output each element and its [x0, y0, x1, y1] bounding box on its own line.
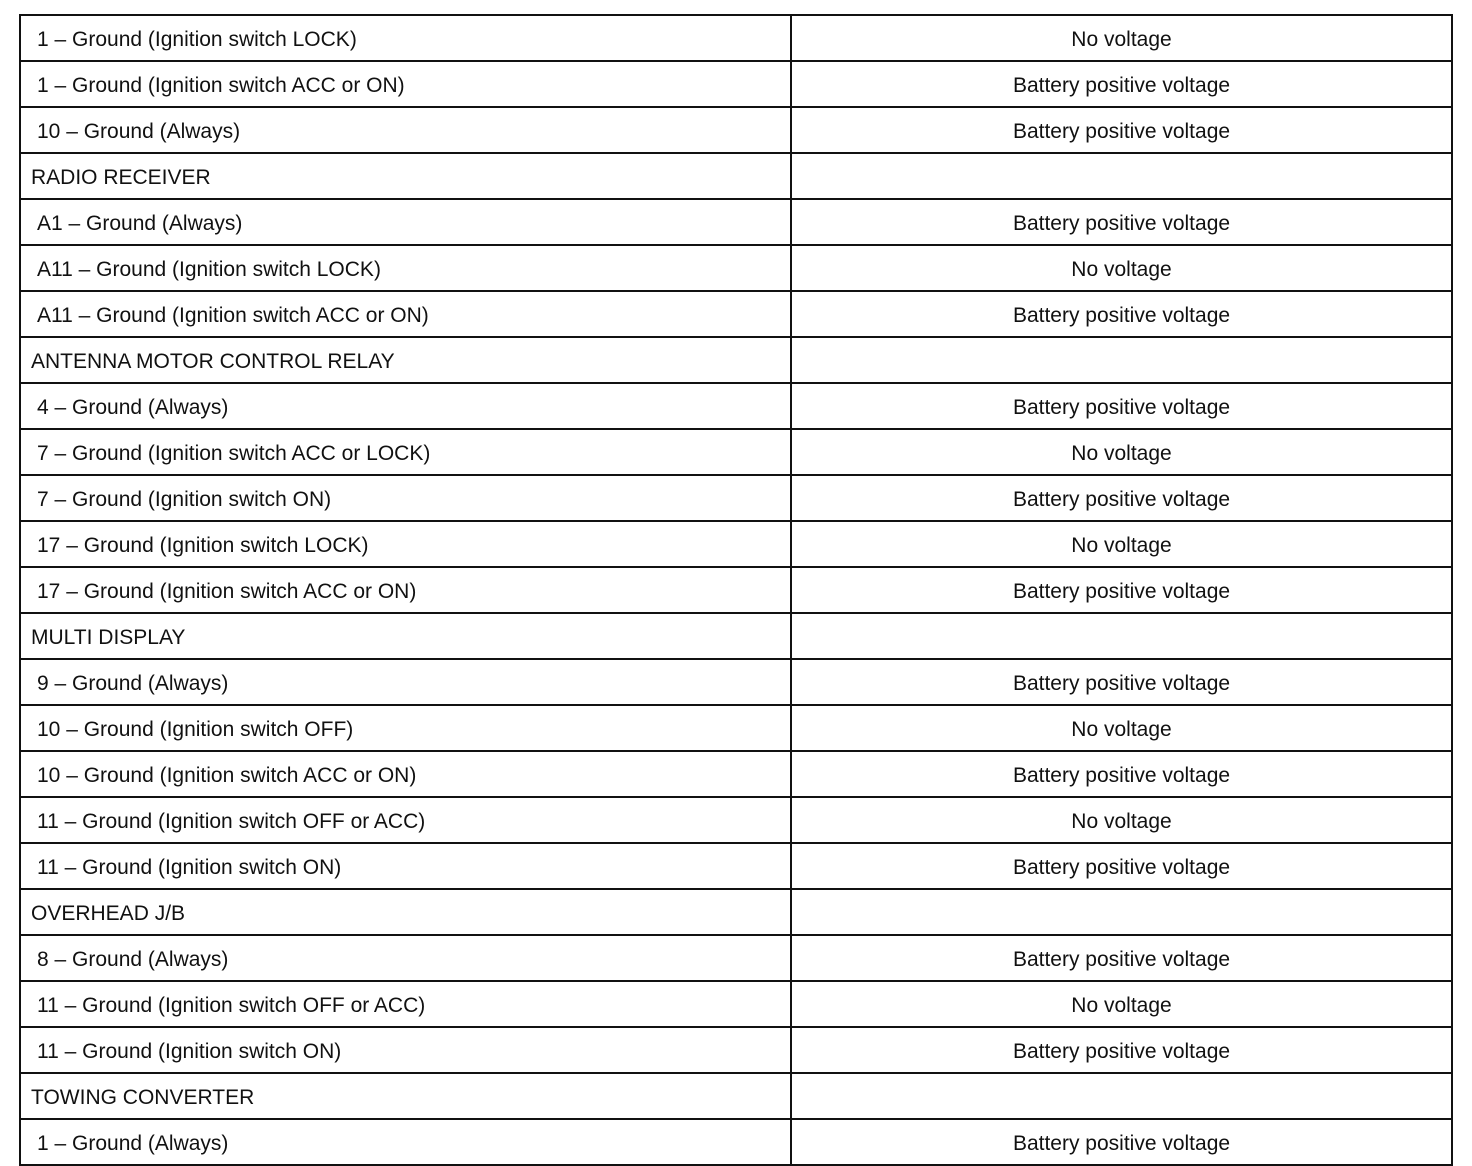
specified-condition-cell: No voltage [791, 797, 1452, 843]
terminal-condition-cell: A1 – Ground (Always) [20, 199, 791, 245]
terminal-condition-cell: A11 – Ground (Ignition switch LOCK) [20, 245, 791, 291]
terminal-condition-cell: 4 – Ground (Always) [20, 383, 791, 429]
terminal-condition-cell: 1 – Ground (Ignition switch ACC or ON) [20, 61, 791, 107]
section-title-cell: MULTI DISPLAY [20, 613, 791, 659]
specified-condition-cell: Battery positive voltage [791, 843, 1452, 889]
specified-condition-cell: Battery positive voltage [791, 475, 1452, 521]
table-row [20, 935, 1452, 981]
table-row [20, 199, 1452, 245]
table-row [20, 521, 1452, 567]
specified-condition-cell [791, 1073, 1452, 1119]
section-title-cell: RADIO RECEIVER [20, 153, 791, 199]
specified-condition-cell: Battery positive voltage [791, 1027, 1452, 1073]
table-row [20, 429, 1452, 475]
specified-condition-cell [791, 153, 1452, 199]
table-row [20, 245, 1452, 291]
voltage-check-table [19, 14, 1453, 1166]
section-header-row [20, 613, 1452, 659]
terminal-condition-cell: 17 – Ground (Ignition switch ACC or ON) [20, 567, 791, 613]
terminal-condition-cell: 9 – Ground (Always) [20, 659, 791, 705]
table-row [20, 705, 1452, 751]
specified-condition-cell: No voltage [791, 521, 1452, 567]
specified-condition-cell [791, 889, 1452, 935]
table-row [20, 1027, 1452, 1073]
table-row [20, 843, 1452, 889]
section-title-cell: TOWING CONVERTER [20, 1073, 791, 1119]
terminal-condition-cell: 1 – Ground (Always) [20, 1119, 791, 1165]
table-row [20, 291, 1452, 337]
specified-condition-cell: No voltage [791, 15, 1452, 61]
table-row [20, 659, 1452, 705]
specified-condition-cell: No voltage [791, 429, 1452, 475]
terminal-condition-cell: 7 – Ground (Ignition switch ON) [20, 475, 791, 521]
terminal-condition-cell: 11 – Ground (Ignition switch ON) [20, 1027, 791, 1073]
table-row [20, 15, 1452, 61]
section-header-row [20, 889, 1452, 935]
table-row [20, 981, 1452, 1027]
specified-condition-cell: Battery positive voltage [791, 751, 1452, 797]
specified-condition-cell [791, 613, 1452, 659]
table-row [20, 475, 1452, 521]
specified-condition-cell: Battery positive voltage [791, 199, 1452, 245]
specified-condition-cell [791, 337, 1452, 383]
section-header-row [20, 337, 1452, 383]
terminal-condition-cell: 7 – Ground (Ignition switch ACC or LOCK) [20, 429, 791, 475]
section-title-cell: OVERHEAD J/B [20, 889, 791, 935]
table-row [20, 383, 1452, 429]
specified-condition-cell: No voltage [791, 981, 1452, 1027]
specified-condition-cell: Battery positive voltage [791, 659, 1452, 705]
specified-condition-cell: Battery positive voltage [791, 935, 1452, 981]
section-header-row [20, 1073, 1452, 1119]
terminal-condition-cell: 1 – Ground (Ignition switch LOCK) [20, 15, 791, 61]
table-row [20, 751, 1452, 797]
terminal-condition-cell: 17 – Ground (Ignition switch LOCK) [20, 521, 791, 567]
table-row [20, 797, 1452, 843]
terminal-condition-cell: 11 – Ground (Ignition switch ON) [20, 843, 791, 889]
specified-condition-cell: Battery positive voltage [791, 1119, 1452, 1165]
terminal-condition-cell: 10 – Ground (Always) [20, 107, 791, 153]
specified-condition-cell: No voltage [791, 245, 1452, 291]
table-row [20, 567, 1452, 613]
specified-condition-cell: Battery positive voltage [791, 567, 1452, 613]
table-row [20, 61, 1452, 107]
table-row [20, 107, 1452, 153]
specified-condition-cell: Battery positive voltage [791, 61, 1452, 107]
specified-condition-cell: No voltage [791, 705, 1452, 751]
specified-condition-cell: Battery positive voltage [791, 107, 1452, 153]
specified-condition-cell: Battery positive voltage [791, 291, 1452, 337]
terminal-condition-cell: 8 – Ground (Always) [20, 935, 791, 981]
terminal-condition-cell: 11 – Ground (Ignition switch OFF or ACC) [20, 981, 791, 1027]
terminal-condition-cell: 10 – Ground (Ignition switch OFF) [20, 705, 791, 751]
terminal-condition-cell: 10 – Ground (Ignition switch ACC or ON) [20, 751, 791, 797]
terminal-condition-cell: 11 – Ground (Ignition switch OFF or ACC) [20, 797, 791, 843]
table-body [20, 15, 1452, 1165]
table-row [20, 1119, 1452, 1165]
specified-condition-cell: Battery positive voltage [791, 383, 1452, 429]
section-title-cell: ANTENNA MOTOR CONTROL RELAY [20, 337, 791, 383]
terminal-condition-cell: A11 – Ground (Ignition switch ACC or ON) [20, 291, 791, 337]
section-header-row [20, 153, 1452, 199]
